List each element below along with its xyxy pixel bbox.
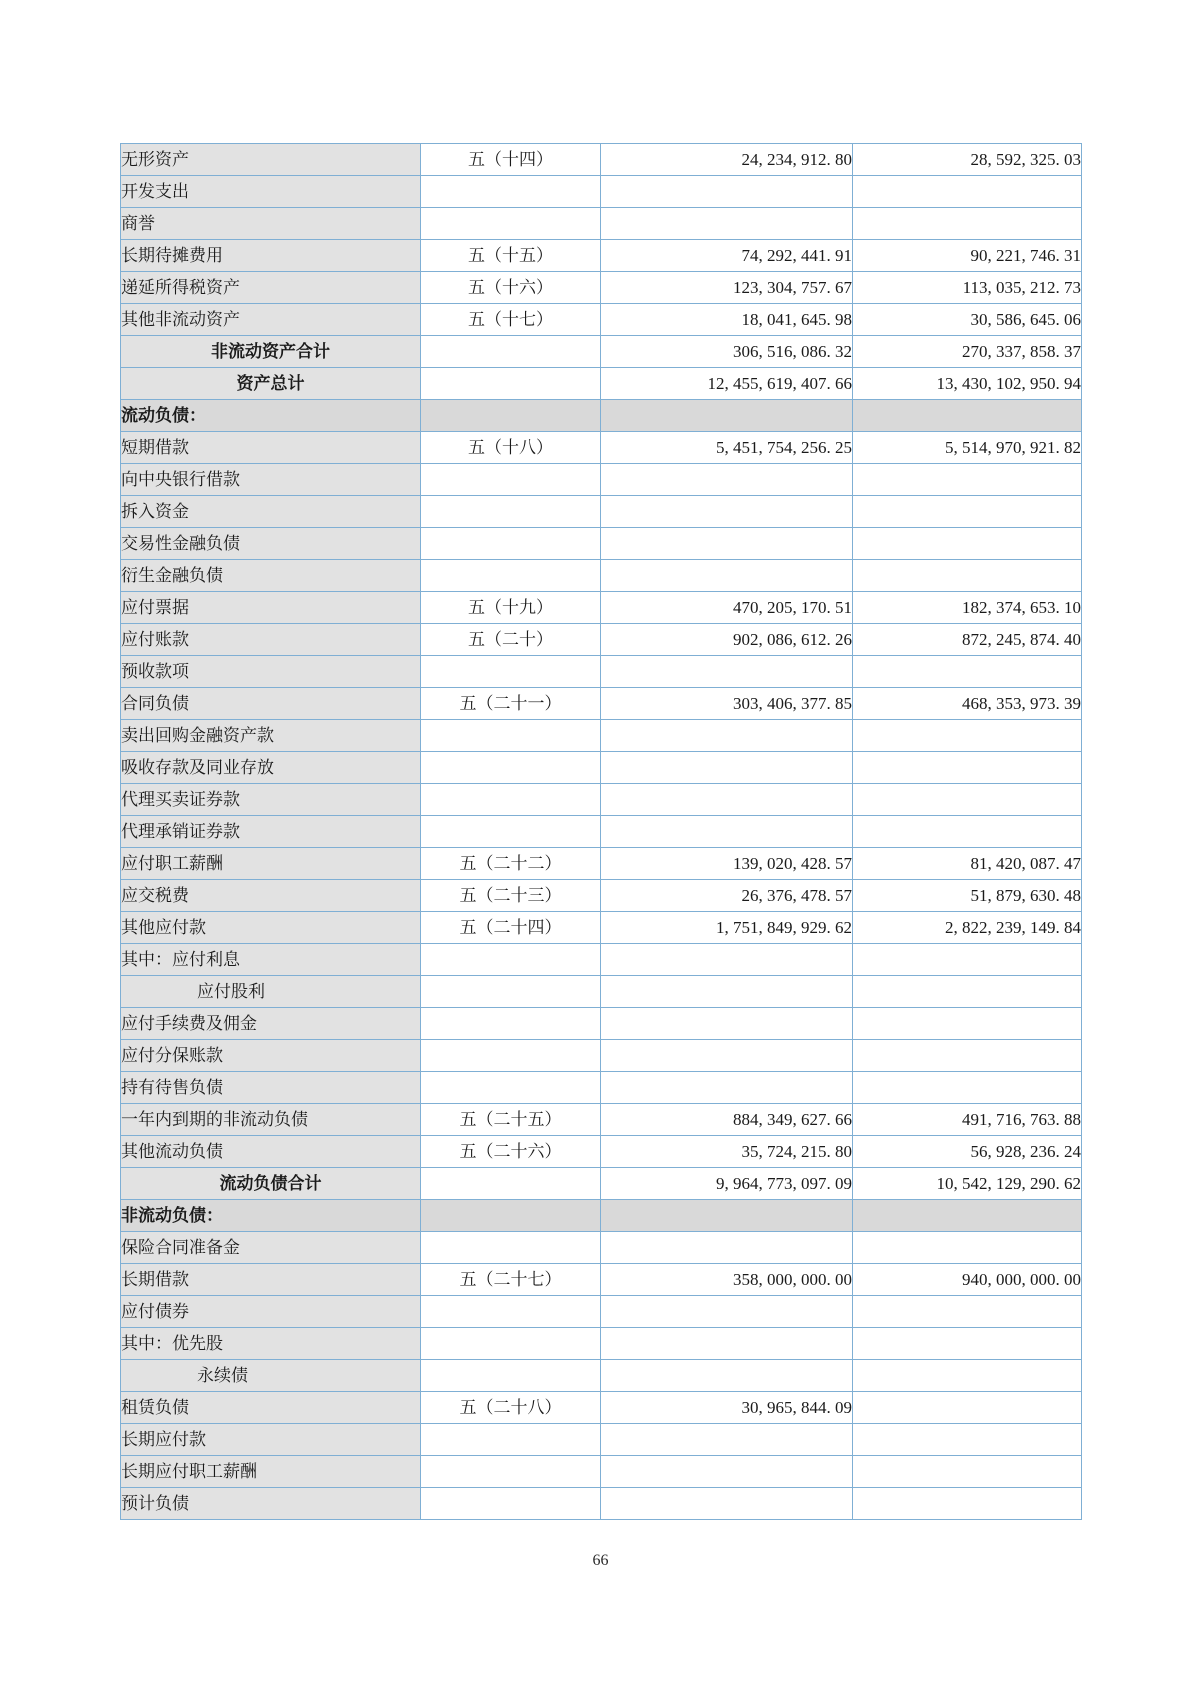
prior-period-cell [853,656,1082,688]
item-label-cell: 商誉 [121,208,421,240]
table-row [121,720,1082,752]
current-period-cell: 35, 724, 215. 80 [601,1136,853,1168]
note-ref-cell [421,1360,601,1392]
prior-period-cell [853,1392,1082,1424]
prior-period-cell [853,1360,1082,1392]
table-row [121,816,1082,848]
prior-period-cell [853,176,1082,208]
table-row [121,976,1082,1008]
item-label-cell: 无形资产 [121,144,421,176]
note-ref-cell [421,1456,601,1488]
current-period-cell: 139, 020, 428. 57 [601,848,853,880]
note-ref-cell [421,816,601,848]
current-period-cell [601,560,853,592]
note-ref-cell: 五（二十） [421,624,601,656]
item-label-cell: 其他应付款 [121,912,421,944]
item-label-cell: 持有待售负债 [121,1072,421,1104]
current-period-cell: 303, 406, 377. 85 [601,688,853,720]
note-ref-cell [421,1168,601,1200]
prior-period-cell: 30, 586, 645. 06 [853,304,1082,336]
note-ref-cell: 五（二十八） [421,1392,601,1424]
table-row [121,208,1082,240]
table-row [121,1168,1082,1200]
prior-period-cell [853,560,1082,592]
table-row [121,528,1082,560]
note-ref-cell [421,1072,601,1104]
current-period-cell [601,656,853,688]
table-row [121,880,1082,912]
prior-period-cell [853,1008,1082,1040]
note-ref-cell: 五（十六） [421,272,601,304]
table-row [121,368,1082,400]
balance-sheet-rows [121,144,1082,1520]
item-label-cell: 代理承销证券款 [121,816,421,848]
prior-period-cell [853,1296,1082,1328]
prior-period-cell: 5, 514, 970, 921. 82 [853,432,1082,464]
current-period-cell: 902, 086, 612. 26 [601,624,853,656]
item-label-cell: 应付账款 [121,624,421,656]
note-ref-cell [421,368,601,400]
item-label-cell: 长期应付款 [121,1424,421,1456]
prior-period-cell: 10, 542, 129, 290. 62 [853,1168,1082,1200]
prior-period-cell [853,208,1082,240]
prior-period-cell: 113, 035, 212. 73 [853,272,1082,304]
item-label-cell: 交易性金融负债 [121,528,421,560]
current-period-cell: 26, 376, 478. 57 [601,880,853,912]
item-label-cell: 长期待摊费用 [121,240,421,272]
current-period-cell [601,400,853,432]
prior-period-cell [853,1040,1082,1072]
current-period-cell [601,720,853,752]
table-row [121,1072,1082,1104]
table-row [121,1264,1082,1296]
table-row [121,144,1082,176]
note-ref-cell: 五（十八） [421,432,601,464]
table-row [121,336,1082,368]
note-ref-cell: 五（二十四） [421,912,601,944]
table-row [121,304,1082,336]
table-row [121,240,1082,272]
prior-period-cell [853,1456,1082,1488]
item-label-cell: 应付票据 [121,592,421,624]
note-ref-cell: 五（二十六） [421,1136,601,1168]
item-label-cell: 合同负债 [121,688,421,720]
item-label-cell: 应付股利 [121,976,421,1008]
table-row [121,784,1082,816]
item-label-cell: 一年内到期的非流动负债 [121,1104,421,1136]
item-label-cell: 应付分保账款 [121,1040,421,1072]
prior-period-cell [853,1328,1082,1360]
note-ref-cell [421,784,601,816]
current-period-cell: 358, 000, 000. 00 [601,1264,853,1296]
prior-period-cell [853,1232,1082,1264]
item-label-cell: 短期借款 [121,432,421,464]
current-period-cell [601,528,853,560]
table-row [121,1328,1082,1360]
table-row [121,624,1082,656]
current-period-cell: 12, 455, 619, 407. 66 [601,368,853,400]
table-row [121,944,1082,976]
item-label-cell: 应付债券 [121,1296,421,1328]
prior-period-cell [853,784,1082,816]
note-ref-cell: 五（十四） [421,144,601,176]
note-ref-cell [421,1232,601,1264]
table-row [121,1296,1082,1328]
prior-period-cell: 270, 337, 858. 37 [853,336,1082,368]
note-ref-cell: 五（二十一） [421,688,601,720]
prior-period-cell [853,976,1082,1008]
prior-period-cell [853,944,1082,976]
table-row [121,752,1082,784]
current-period-cell [601,1328,853,1360]
current-period-cell: 306, 516, 086. 32 [601,336,853,368]
current-period-cell [601,464,853,496]
table-row [121,1008,1082,1040]
current-period-cell [601,1424,853,1456]
table-row [121,1488,1082,1520]
item-label-cell: 非流动资产合计 [121,336,421,368]
prior-period-cell: 56, 928, 236. 24 [853,1136,1082,1168]
table-row [121,560,1082,592]
current-period-cell [601,1360,853,1392]
item-label-cell: 卖出回购金融资产款 [121,720,421,752]
table-row [121,1360,1082,1392]
note-ref-cell [421,1200,601,1232]
note-ref-cell [421,752,601,784]
item-label-cell: 流动负债： [121,400,421,432]
prior-period-cell [853,528,1082,560]
table-row [121,656,1082,688]
item-label-cell: 预收款项 [121,656,421,688]
current-period-cell: 9, 964, 773, 097. 09 [601,1168,853,1200]
note-ref-cell: 五（十九） [421,592,601,624]
item-label-cell: 衍生金融负债 [121,560,421,592]
table-row [121,400,1082,432]
table-row [121,1136,1082,1168]
item-label-cell: 应交税费 [121,880,421,912]
page-number: 66 [592,1552,609,1569]
table-row [121,432,1082,464]
note-ref-cell [421,1008,601,1040]
current-period-cell: 24, 234, 912. 80 [601,144,853,176]
prior-period-cell [853,1200,1082,1232]
current-period-cell [601,1232,853,1264]
item-label-cell: 其中：应付利息 [121,944,421,976]
note-ref-cell [421,560,601,592]
current-period-cell [601,1200,853,1232]
current-period-cell [601,1296,853,1328]
item-label-cell: 预计负债 [121,1488,421,1520]
table-row [121,1456,1082,1488]
note-ref-cell: 五（十七） [421,304,601,336]
note-ref-cell: 五（二十二） [421,848,601,880]
current-period-cell [601,944,853,976]
current-period-cell [601,752,853,784]
item-label-cell: 开发支出 [121,176,421,208]
item-label-cell: 应付手续费及佣金 [121,1008,421,1040]
prior-period-cell: 182, 374, 653. 10 [853,592,1082,624]
note-ref-cell [421,464,601,496]
item-label-cell: 永续债 [121,1360,421,1392]
prior-period-cell [853,464,1082,496]
table-row [121,1392,1082,1424]
item-label-cell: 保险合同准备金 [121,1232,421,1264]
current-period-cell [601,1488,853,1520]
note-ref-cell [421,720,601,752]
note-ref-cell [421,208,601,240]
prior-period-cell [853,816,1082,848]
table-row [121,1232,1082,1264]
note-ref-cell: 五（十五） [421,240,601,272]
current-period-cell: 123, 304, 757. 67 [601,272,853,304]
note-ref-cell [421,400,601,432]
note-ref-cell [421,1488,601,1520]
current-period-cell [601,496,853,528]
note-ref-cell [421,1040,601,1072]
current-period-cell [601,1040,853,1072]
note-ref-cell: 五（二十七） [421,1264,601,1296]
balance-sheet-table [120,143,1082,1520]
prior-period-cell [853,1424,1082,1456]
current-period-cell [601,176,853,208]
current-period-cell [601,208,853,240]
table-row [121,272,1082,304]
item-label-cell: 拆入资金 [121,496,421,528]
prior-period-cell: 872, 245, 874. 40 [853,624,1082,656]
table-row [121,1424,1082,1456]
prior-period-cell [853,1488,1082,1520]
prior-period-cell [853,400,1082,432]
current-period-cell: 470, 205, 170. 51 [601,592,853,624]
prior-period-cell: 940, 000, 000. 00 [853,1264,1082,1296]
item-label-cell: 代理买卖证券款 [121,784,421,816]
prior-period-cell: 2, 822, 239, 149. 84 [853,912,1082,944]
item-label-cell: 其他非流动资产 [121,304,421,336]
prior-period-cell [853,496,1082,528]
current-period-cell [601,784,853,816]
table-row [121,464,1082,496]
prior-period-cell: 28, 592, 325. 03 [853,144,1082,176]
item-label-cell: 应付职工薪酬 [121,848,421,880]
table-row [121,912,1082,944]
note-ref-cell [421,1424,601,1456]
note-ref-cell [421,528,601,560]
current-period-cell: 18, 041, 645. 98 [601,304,853,336]
prior-period-cell [853,720,1082,752]
table-row [121,688,1082,720]
note-ref-cell [421,656,601,688]
prior-period-cell: 51, 879, 630. 48 [853,880,1082,912]
current-period-cell [601,816,853,848]
prior-period-cell [853,752,1082,784]
note-ref-cell [421,336,601,368]
item-label-cell: 其他流动负债 [121,1136,421,1168]
note-ref-cell [421,176,601,208]
table-row [121,848,1082,880]
item-label-cell: 向中央银行借款 [121,464,421,496]
note-ref-cell [421,496,601,528]
note-ref-cell [421,1296,601,1328]
table-row [121,1104,1082,1136]
item-label-cell: 非流动负债： [121,1200,421,1232]
item-label-cell: 递延所得税资产 [121,272,421,304]
item-label-cell: 资产总计 [121,368,421,400]
prior-period-cell: 81, 420, 087. 47 [853,848,1082,880]
item-label-cell: 租赁负债 [121,1392,421,1424]
table-row [121,592,1082,624]
item-label-cell: 长期应付职工薪酬 [121,1456,421,1488]
current-period-cell: 74, 292, 441. 91 [601,240,853,272]
current-period-cell [601,1008,853,1040]
current-period-cell [601,976,853,1008]
current-period-cell: 1, 751, 849, 929. 62 [601,912,853,944]
note-ref-cell [421,976,601,1008]
current-period-cell [601,1456,853,1488]
table-row [121,176,1082,208]
prior-period-cell: 491, 716, 763. 88 [853,1104,1082,1136]
table-row [121,1200,1082,1232]
table-row [121,1040,1082,1072]
note-ref-cell: 五（二十五） [421,1104,601,1136]
prior-period-cell: 468, 353, 973. 39 [853,688,1082,720]
note-ref-cell [421,1328,601,1360]
table-row [121,496,1082,528]
current-period-cell: 30, 965, 844. 09 [601,1392,853,1424]
note-ref-cell: 五（二十三） [421,880,601,912]
item-label-cell: 吸收存款及同业存放 [121,752,421,784]
note-ref-cell [421,944,601,976]
current-period-cell: 5, 451, 754, 256. 25 [601,432,853,464]
prior-period-cell [853,1072,1082,1104]
prior-period-cell: 90, 221, 746. 31 [853,240,1082,272]
item-label-cell: 长期借款 [121,1264,421,1296]
item-label-cell: 其中：优先股 [121,1328,421,1360]
prior-period-cell: 13, 430, 102, 950. 94 [853,368,1082,400]
item-label-cell: 流动负债合计 [121,1168,421,1200]
current-period-cell [601,1072,853,1104]
current-period-cell: 884, 349, 627. 66 [601,1104,853,1136]
